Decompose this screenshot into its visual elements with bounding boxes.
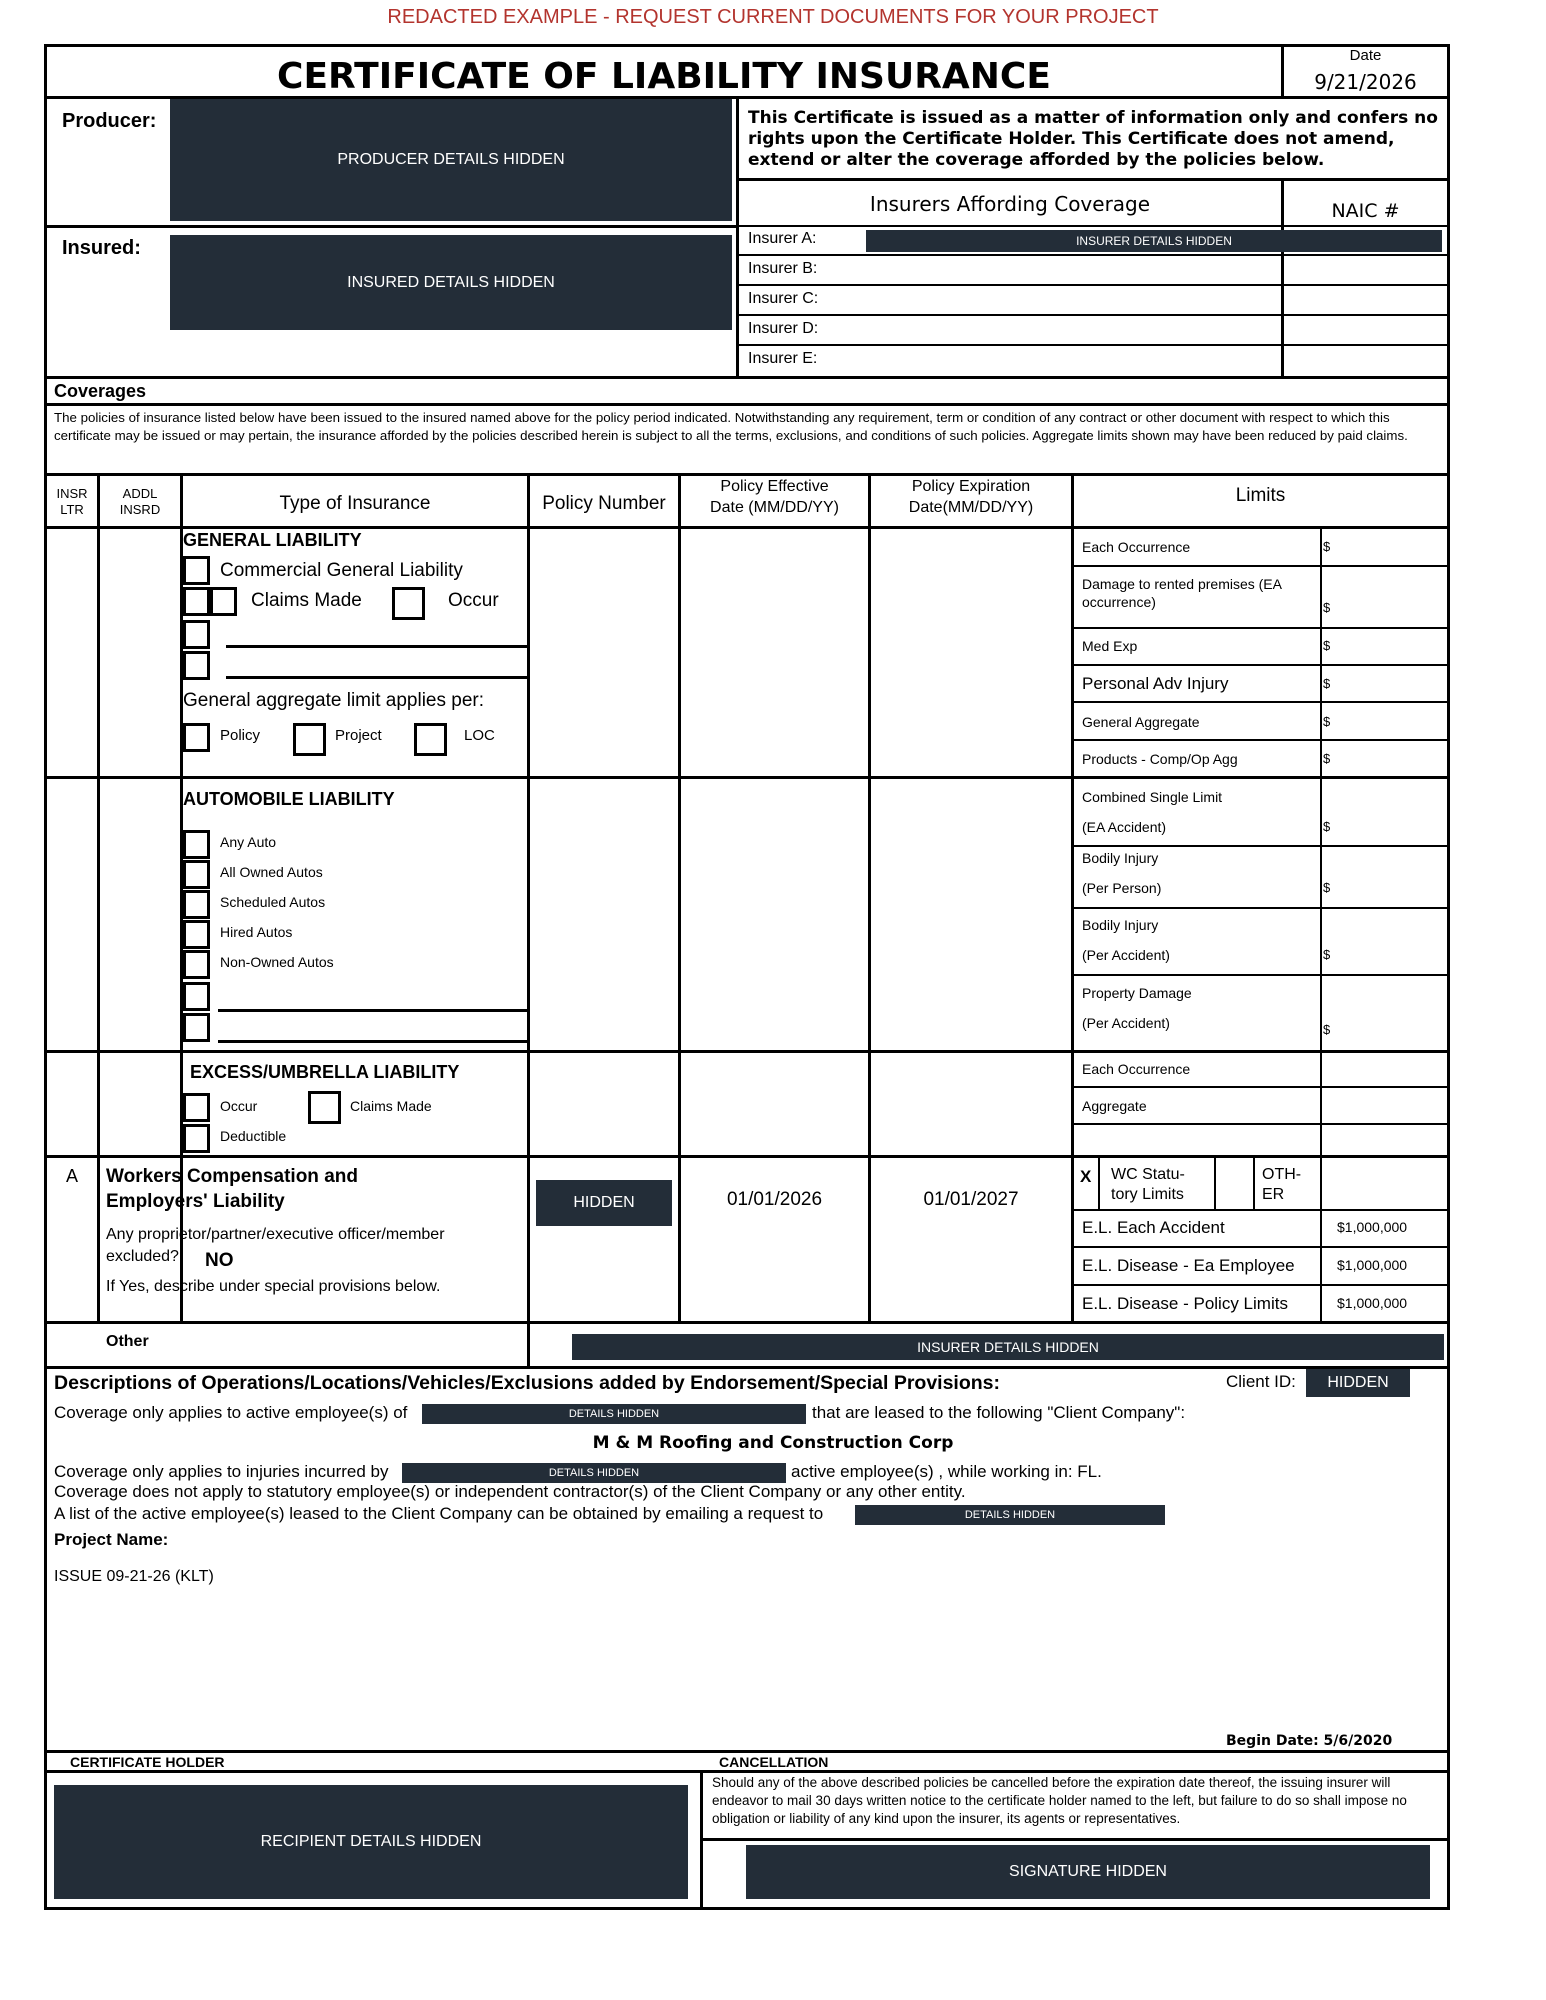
issue-text: ISSUE 09-21-26 (KLT) bbox=[54, 1568, 214, 1585]
scheduled-autos-checkbox[interactable] bbox=[183, 890, 210, 919]
col-addl: ADDL bbox=[122, 486, 158, 501]
loc-checkbox[interactable] bbox=[414, 723, 447, 756]
project-name-label: Project Name: bbox=[54, 1530, 169, 1549]
desc-line-1b: that are leased to the following "Client Company": bbox=[812, 1403, 1186, 1422]
project-checkbox[interactable] bbox=[293, 723, 326, 756]
wc-other-label: OTH- bbox=[1262, 1166, 1302, 1183]
el-disease-employee-label: E.L. Disease - Ea Employee bbox=[1082, 1256, 1295, 1275]
col-effective-2: Date (MM/DD/YY) bbox=[710, 499, 839, 516]
desc-line-1a: Coverage only applies to active employee(s) of bbox=[54, 1403, 408, 1422]
policy-label: Policy bbox=[220, 727, 261, 744]
excess-aggregate-label: Aggregate bbox=[1082, 1098, 1147, 1114]
wc-statutory-label-2: tory Limits bbox=[1111, 1186, 1184, 1203]
wc-policy-number-redacted: HIDDEN bbox=[536, 1180, 672, 1226]
cancellation-text: Should any of the above described policies be cancelled before the expiration date thereof, the issuing insurer will endeavor to mail 30 days written notice to the certificate holder named to the left, but failure to do so shall impose no obligation or liability of any kind upon the insurer, its agents or representatives. bbox=[712, 1775, 1407, 1826]
claims-made-label: Claims Made bbox=[251, 590, 362, 611]
begin-date: Begin Date: 5/6/2020 bbox=[1226, 1733, 1393, 1749]
general-aggregate-label: General Aggregate bbox=[1082, 714, 1200, 730]
desc-line-1-redacted: DETAILS HIDDEN bbox=[422, 1404, 806, 1424]
el-disease-policy-label: E.L. Disease - Policy Limits bbox=[1082, 1294, 1288, 1313]
desc-line-4-redacted: DETAILS HIDDEN bbox=[855, 1505, 1165, 1525]
hired-autos-checkbox[interactable] bbox=[183, 920, 210, 949]
dollar-6: $ bbox=[1323, 751, 1331, 766]
excess-claims-label: Claims Made bbox=[350, 1098, 432, 1114]
checkbox-blank-2[interactable] bbox=[183, 620, 210, 649]
client-id-label: Client ID: bbox=[1226, 1372, 1296, 1391]
deductible-checkbox[interactable] bbox=[183, 1124, 210, 1153]
recipient-details-redacted: RECIPIENT DETAILS HIDDEN bbox=[54, 1785, 688, 1899]
any-auto-label: Any Auto bbox=[220, 834, 277, 850]
auto-checkbox-blank-1[interactable] bbox=[183, 982, 210, 1011]
el-disease-policy-value: $1,000,000 bbox=[1337, 1295, 1408, 1311]
dollar-10: $ bbox=[1323, 1022, 1331, 1037]
signature-redacted: SIGNATURE HIDDEN bbox=[746, 1845, 1430, 1899]
damage-rented-label-2: occurrence) bbox=[1082, 594, 1156, 610]
wc-excluded: excluded? bbox=[106, 1248, 179, 1265]
desc-line-3: Coverage does not apply to statutory employee(s) or independent contractor(s) of the Client Company or any other entity. bbox=[54, 1482, 966, 1501]
insurer-e-label: Insurer E: bbox=[748, 350, 818, 367]
coverages-heading: Coverages bbox=[54, 381, 147, 401]
col-policy-number: Policy Number bbox=[542, 493, 666, 514]
other-insurer-redacted: INSURER DETAILS HIDDEN bbox=[572, 1334, 1444, 1360]
certificate-holder-label: CERTIFICATE HOLDER bbox=[70, 1754, 225, 1770]
col-type: Type of Insurance bbox=[279, 493, 431, 514]
excess-occur-checkbox[interactable] bbox=[183, 1093, 210, 1122]
insurer-a-label: Insurer A: bbox=[748, 230, 817, 247]
dollar-9: $ bbox=[1323, 947, 1331, 962]
insurers-heading: Insurers Affording Coverage bbox=[869, 192, 1151, 216]
wc-if-yes: If Yes, describe under special provisions below. bbox=[106, 1278, 441, 1295]
other-label: Other bbox=[106, 1333, 149, 1350]
desc-line-2a: Coverage only applies to injuries incurred by bbox=[54, 1462, 389, 1481]
csl-label-2: (EA Accident) bbox=[1082, 819, 1167, 835]
insurer-c-label: Insurer C: bbox=[748, 290, 819, 307]
each-occurrence-label: Each Occurrence bbox=[1082, 539, 1191, 555]
products-comp-label: Products - Comp/Op Agg bbox=[1082, 751, 1238, 767]
excess-each-occurrence-label: Each Occurrence bbox=[1082, 1061, 1191, 1077]
loc-label: LOC bbox=[464, 727, 495, 744]
auto-checkbox-blank-2[interactable] bbox=[183, 1013, 210, 1042]
dollar-1: $ bbox=[1323, 539, 1331, 554]
excess-claims-checkbox[interactable] bbox=[308, 1091, 341, 1124]
col-expiration-2: Date(MM/DD/YY) bbox=[908, 499, 1034, 516]
occur-label: Occur bbox=[448, 590, 499, 611]
owned-autos-checkbox[interactable] bbox=[183, 860, 210, 889]
wc-other-label-2: ER bbox=[1262, 1186, 1285, 1203]
dollar-2: $ bbox=[1323, 600, 1331, 615]
nonowned-autos-label: Non-Owned Autos bbox=[220, 954, 334, 970]
cgl-checkbox[interactable] bbox=[183, 556, 210, 585]
nonowned-autos-checkbox[interactable] bbox=[183, 950, 210, 979]
general-liability-title: GENERAL LIABILITY bbox=[183, 530, 362, 550]
coverages-text: The policies of insurance listed below have been issued to the insured named above for the policy period indicated. Notwithstanding any requirement, term or condition of any contract or other document with respect to which this certificate may be issued or may pertain, the insurance afforded by the policies described herein is subject to all the terms, exclusions, and conditions of such policies. Aggregate limits shown may have been reduced by paid claims. bbox=[54, 410, 1408, 443]
desc-line-2-redacted: DETAILS HIDDEN bbox=[402, 1463, 786, 1483]
wc-title-2: Employers' Liability bbox=[106, 1191, 285, 1212]
descriptions-heading: Descriptions of Operations/Locations/Vehicles/Exclusions added by Endorsement/Special Provisions: bbox=[54, 1372, 1001, 1394]
scheduled-autos-label: Scheduled Autos bbox=[220, 894, 326, 910]
policy-checkbox[interactable] bbox=[183, 723, 210, 752]
client-id-redacted: HIDDEN bbox=[1306, 1369, 1410, 1397]
occur-checkbox[interactable] bbox=[392, 587, 425, 620]
csl-label: Combined Single Limit bbox=[1082, 789, 1223, 805]
col-effective: Policy Effective bbox=[720, 478, 829, 495]
any-auto-checkbox[interactable] bbox=[183, 830, 210, 859]
bodily-injury-person-label-2: (Per Person) bbox=[1082, 880, 1162, 896]
producer-details-redacted: PRODUCER DETAILS HIDDEN bbox=[170, 99, 732, 221]
dollar-8: $ bbox=[1323, 880, 1331, 895]
cgl-label: Commercial General Liability bbox=[220, 560, 463, 581]
dollar-4: $ bbox=[1323, 676, 1331, 691]
date-label: Date bbox=[1349, 47, 1382, 64]
dollar-5: $ bbox=[1323, 714, 1331, 729]
col-expiration: Policy Expiration bbox=[911, 478, 1031, 495]
redacted-banner: REDACTED EXAMPLE - REQUEST CURRENT DOCUMENTS FOR YOUR PROJECT bbox=[387, 6, 1159, 28]
property-damage-label: Property Damage bbox=[1082, 985, 1192, 1001]
claims-made-checkbox[interactable] bbox=[210, 587, 237, 616]
hired-autos-label: Hired Autos bbox=[220, 924, 293, 940]
property-damage-label-2: (Per Accident) bbox=[1082, 1015, 1170, 1031]
checkbox-blank-1[interactable] bbox=[183, 587, 210, 616]
insured-details-redacted: INSURED DETAILS HIDDEN bbox=[170, 235, 732, 330]
el-disease-employee-value: $1,000,000 bbox=[1337, 1257, 1408, 1273]
el-each-accident-value: $1,000,000 bbox=[1337, 1219, 1408, 1235]
dollar-7: $ bbox=[1323, 819, 1331, 834]
certificate-disclaimer: This Certificate is issued as a matter of information only and confers no rights upon the Certificate Holder. This Certificate does not amend, extend or alter the coverage afforded by the policies below. bbox=[748, 108, 1438, 170]
bodily-injury-person-label: Bodily Injury bbox=[1082, 850, 1159, 866]
excess-occur-label: Occur bbox=[220, 1098, 258, 1114]
wc-effective-date: 01/01/2026 bbox=[726, 1189, 823, 1210]
aggregate-applies-label: General aggregate limit applies per: bbox=[183, 690, 485, 711]
dollar-3: $ bbox=[1323, 638, 1331, 653]
col-insrd: INSRD bbox=[119, 502, 161, 517]
producer-label: Producer: bbox=[62, 110, 157, 132]
col-limits: Limits bbox=[1235, 485, 1286, 506]
client-company-name: M & M Roofing and Construction Corp bbox=[592, 1433, 954, 1453]
personal-adv-injury-label: Personal Adv Injury bbox=[1082, 674, 1229, 693]
col-insr: INSR bbox=[56, 486, 88, 501]
damage-rented-label: Damage to rented premises (EA bbox=[1082, 576, 1282, 592]
insured-label: Insured: bbox=[62, 237, 141, 259]
deductible-label: Deductible bbox=[220, 1128, 287, 1144]
certificate-title: CERTIFICATE OF LIABILITY INSURANCE bbox=[277, 56, 1051, 97]
date-value: 9/21/2026 bbox=[1314, 70, 1417, 94]
excess-liability-title: EXCESS/UMBRELLA LIABILITY bbox=[190, 1062, 460, 1082]
naic-label: NAIC # bbox=[1331, 200, 1400, 222]
insurer-b-label: Insurer B: bbox=[748, 260, 818, 277]
checkbox-blank-3[interactable] bbox=[183, 651, 210, 680]
el-each-accident-label: E.L. Each Accident bbox=[1082, 1218, 1225, 1237]
med-exp-label: Med Exp bbox=[1082, 638, 1138, 654]
desc-line-2b: active employee(s) , while working in: FL. bbox=[791, 1462, 1102, 1481]
wc-insurer-letter: A bbox=[65, 1166, 78, 1186]
col-ltr: LTR bbox=[60, 502, 84, 517]
wc-any-proprietor: Any proprietor/partner/executive officer/member bbox=[106, 1226, 445, 1243]
wc-expiration-date: 01/01/2027 bbox=[923, 1189, 1019, 1210]
insurer-a-redacted: INSURER DETAILS HIDDEN bbox=[866, 230, 1442, 252]
cancellation-label: CANCELLATION bbox=[719, 1754, 829, 1770]
project-label: Project bbox=[335, 727, 382, 744]
auto-liability-title: AUTOMOBILE LIABILITY bbox=[183, 789, 395, 809]
desc-line-4a: A list of the active employee(s) leased to the Client Company can be obtained by emailing a request to bbox=[54, 1504, 824, 1523]
wc-title-1: Workers Compensation and bbox=[106, 1166, 358, 1187]
wc-excluded-answer: NO bbox=[205, 1250, 234, 1271]
wc-statutory-x: X bbox=[1080, 1167, 1092, 1186]
bodily-injury-accident-label: Bodily Injury bbox=[1082, 917, 1159, 933]
insurer-d-label: Insurer D: bbox=[748, 320, 819, 337]
wc-statutory-label: WC Statu- bbox=[1111, 1166, 1185, 1183]
bodily-injury-accident-label-2: (Per Accident) bbox=[1082, 947, 1170, 963]
owned-autos-label: All Owned Autos bbox=[220, 864, 323, 880]
